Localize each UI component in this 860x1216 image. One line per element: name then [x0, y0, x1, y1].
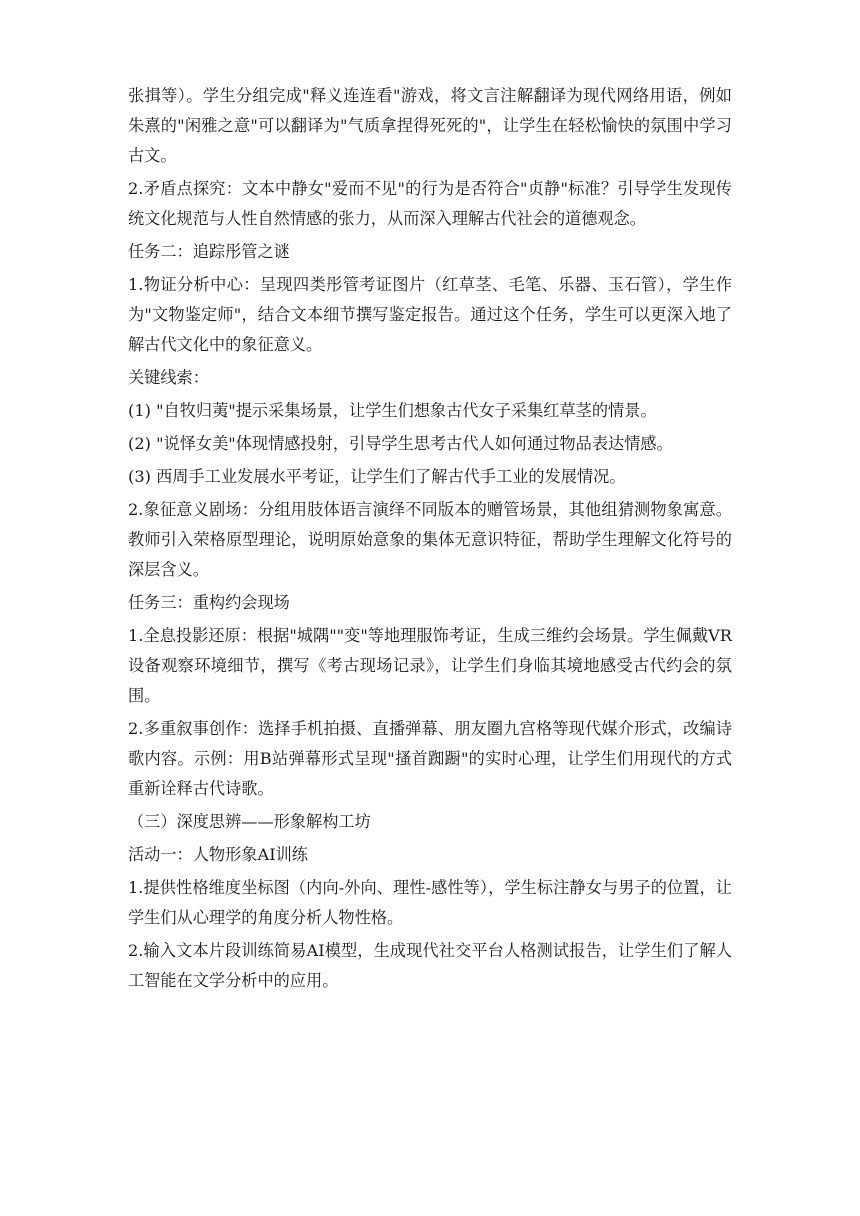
section-three-heading: （三）深度思辨——形象解构工坊	[128, 812, 371, 831]
document-body	[128, 81, 732, 999]
paragraph-contradiction-inquiry: 2.矛盾点探究：文本中静女"爱而不见"的行为是否符合"贞静"标准？引导学生发现传统文化规范与人性自然情感的张力，从而深入理解古代社会的道德观念。	[128, 179, 732, 228]
paragraph-ai-model: 2.输入文本片段训练简易AI模型，生成现代社交平台人格测试报告，让学生们了解人工智能在文学分析中的应用。	[128, 941, 732, 990]
task-three-heading: 任务三：重构约会现场	[128, 593, 290, 612]
paragraph-personality-chart: 1.提供性格维度坐标图（内向-外向、理性-感性等），学生标注静女与男子的位置，让学生们从心理学的角度分析人物性格。	[128, 878, 732, 927]
clue-item-2: (2) "说怿女美"体现情感投射，引导学生思考古代人如何通过物品表达情感。	[128, 434, 673, 453]
task-two-heading: 任务二：追踪彤管之谜	[128, 242, 290, 261]
key-clues-heading: 关键线索：	[128, 368, 209, 387]
paragraph-symbolic-theater: 2.象征意义剧场：分组用肢体语言演绎不同版本的赠管场景，其他组猜测物象寓意。教师引入荣格原型理论，说明原始意象的集体无意识特征，帮助学生理解文化符号的深层含义。	[128, 500, 732, 579]
activity-one-heading: 活动一：人物形象AI训练	[128, 845, 308, 864]
paragraph-annotation-game: 张揖等）。学生分组完成"释义连连看"游戏，将文言注解翻译为现代网络用语，例如朱熹的"闲雅之意"可以翻译为"气质拿捏得死死的"，让学生在轻松愉快的氛围中学习古文。	[128, 86, 732, 165]
clue-item-1: (1) "自牧归荑"提示采集场景，让学生们想象古代女子采集红草茎的情景。	[128, 401, 657, 420]
paragraph-evidence-analysis: 1.物证分析中心：呈现四类彤管考证图片（红草茎、毛笔、乐器、玉石管），学生作为"文物鉴定师"，结合文本细节撰写鉴定报告。通过这个任务，学生可以更深入地了解古代文化中的象征意义。	[128, 275, 732, 354]
paragraph-holographic-restoration: 1.全息投影还原：根据"城隅""变"等地理服饰考证，生成三维约会场景。学生佩戴VR设备观察环境细节，撰写《考古现场记录》，让学生们身临其境地感受古代约会的氛围。	[128, 626, 732, 705]
clue-item-3: (3) 西周手工业发展水平考证，让学生们了解古代手工业的发展情况。	[128, 467, 626, 486]
paragraph-multi-narrative: 2.多重叙事创作：选择手机拍摄、直播弹幕、朋友圈九宫格等现代媒介形式，改编诗歌内容。示例：用B站弹幕形式呈现"搔首踟蹰"的实时心理，让学生们用现代的方式重新诠释古代诗歌。	[128, 719, 732, 798]
